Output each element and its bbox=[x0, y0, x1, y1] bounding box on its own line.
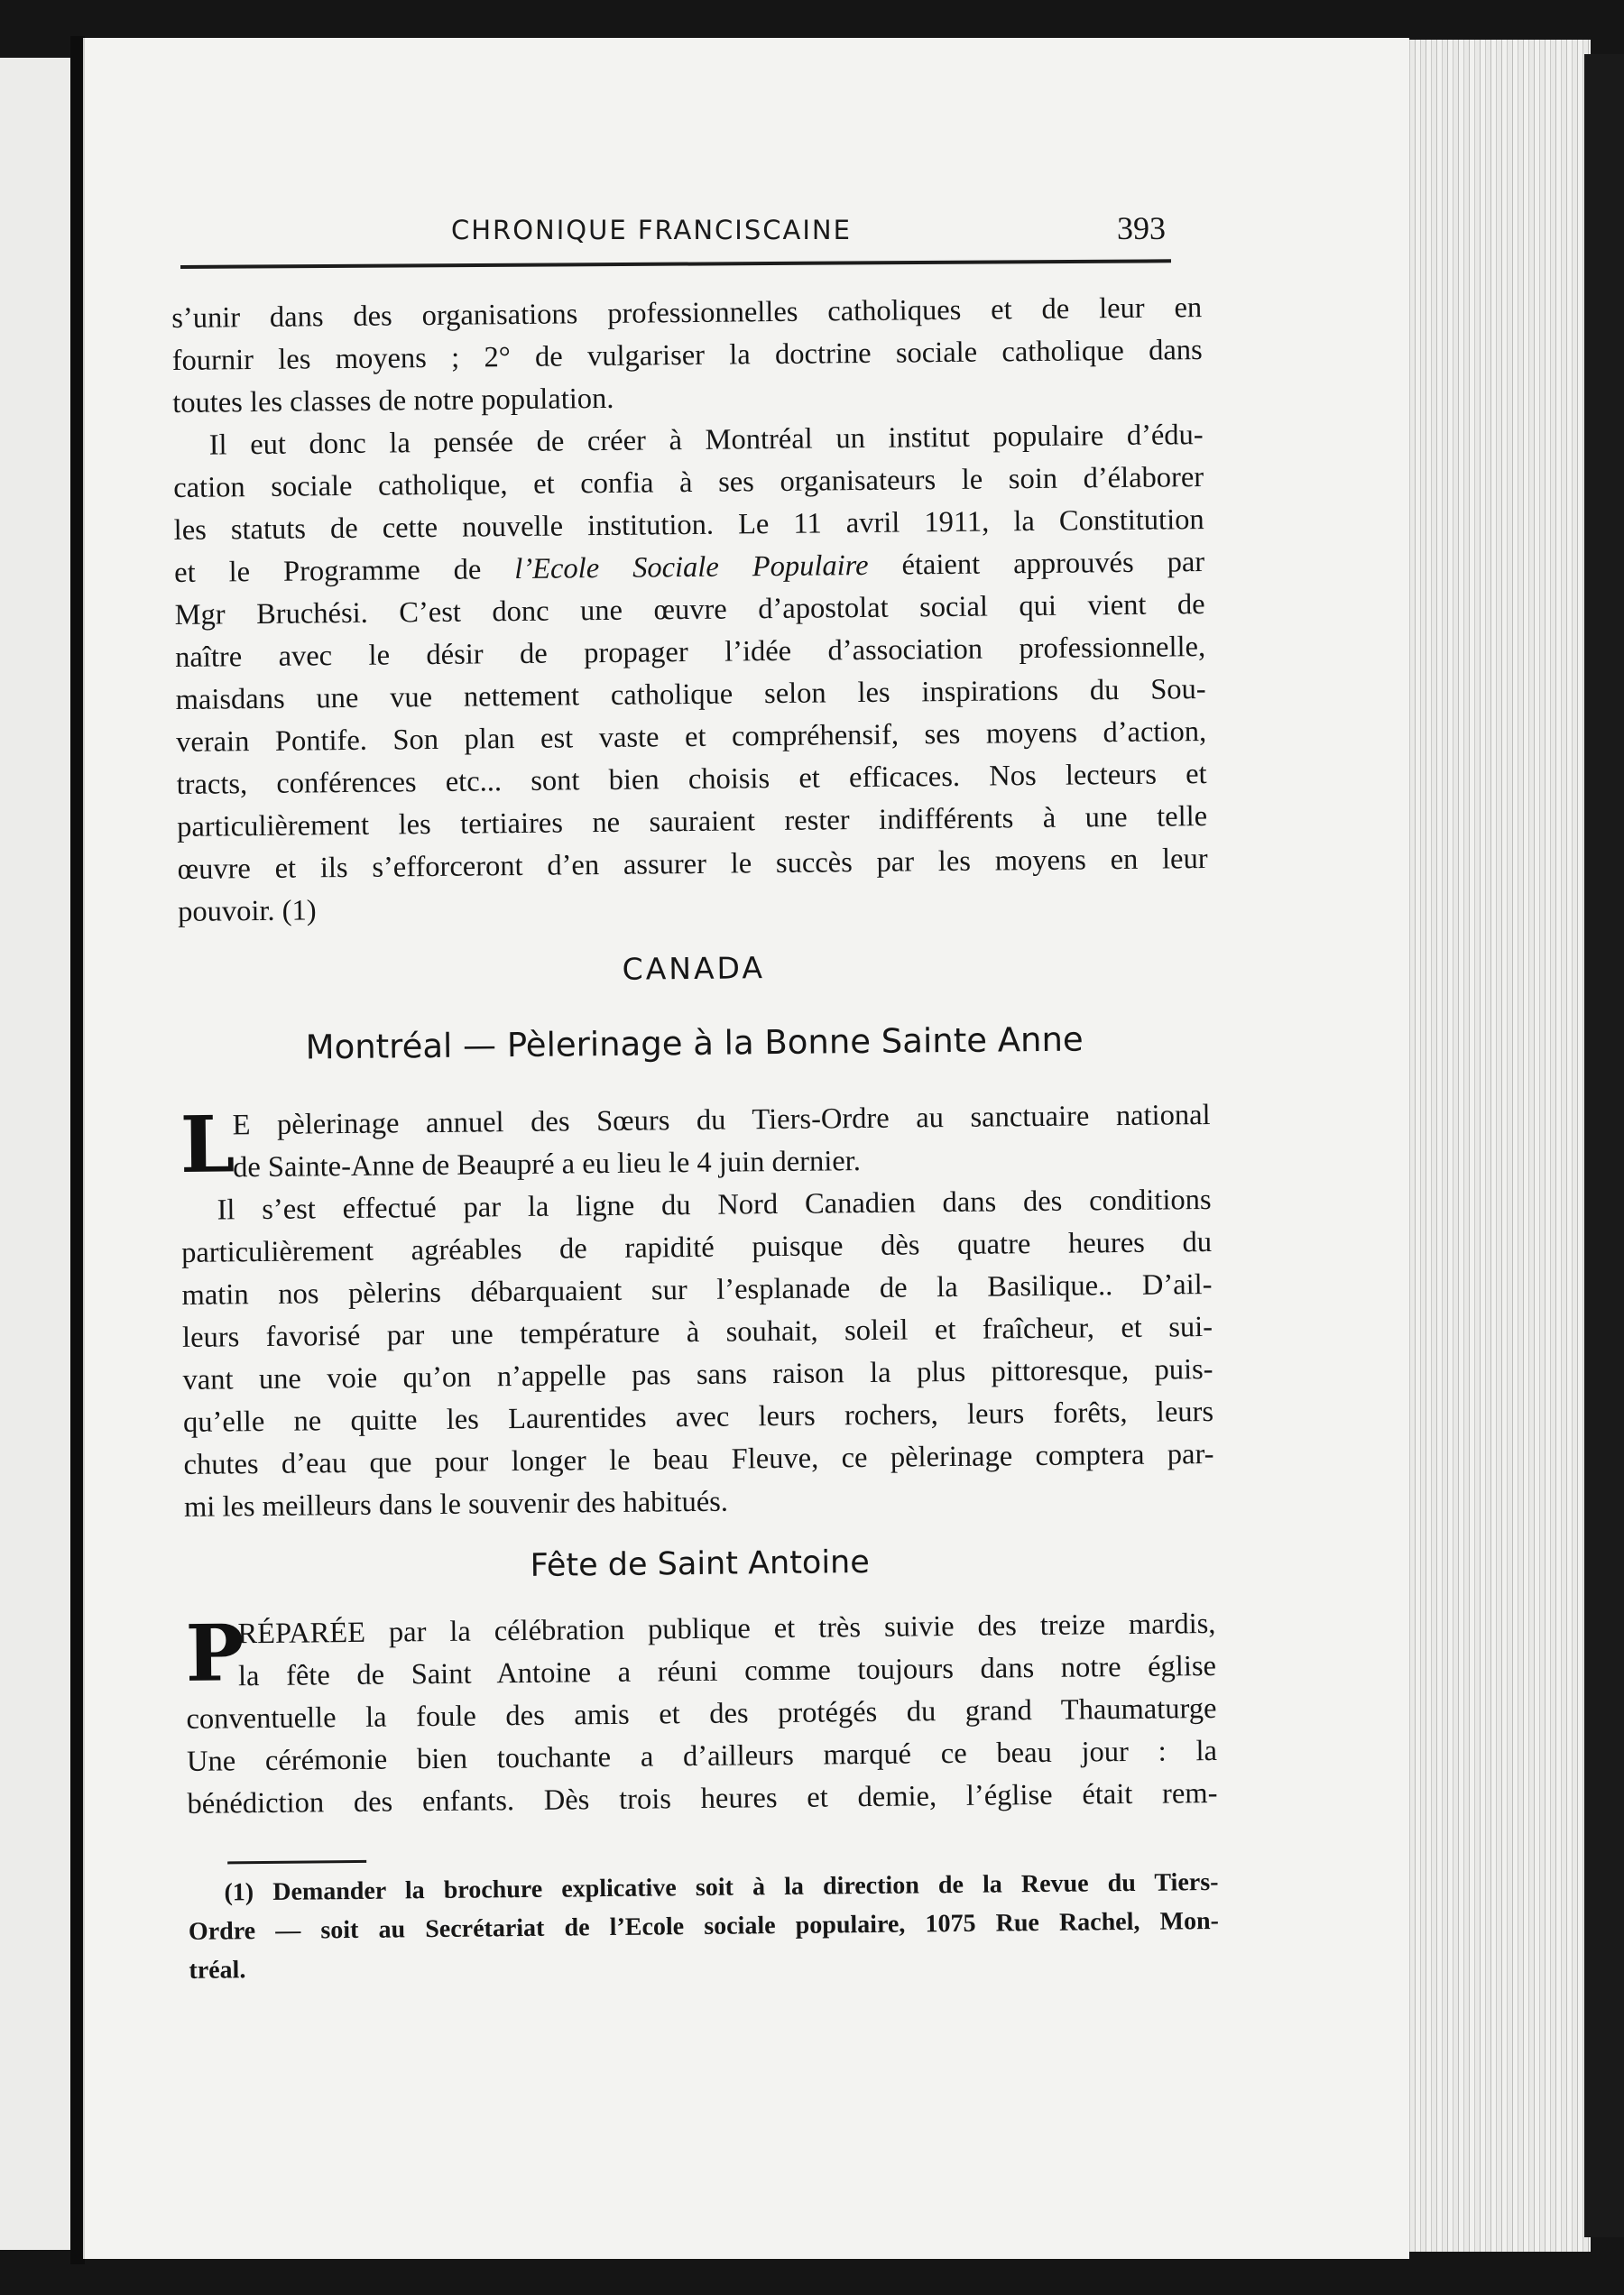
text-line: Une cérémonie bien touchante a d’ailleurs marqué ce beau jour : la bbox=[186, 1734, 1218, 1778]
text-line: vant une voie qu’on n’appelle pas sans raison la plus pittoresque, puis- bbox=[182, 1352, 1213, 1396]
text-line: fournir les moyens ; 2° de vulgariser la doctrine sociale catholique dans bbox=[171, 334, 1203, 377]
intro-paragraph bbox=[171, 287, 1203, 425]
page-body bbox=[171, 287, 1220, 1990]
subsection-heading-montreal: Montréal — Pèlerinage à la Bonne Sainte Anne bbox=[305, 1019, 1084, 1067]
text-line: toutes les classes de notre population. bbox=[172, 382, 614, 419]
subsection-heading-saint-antoine: Fête de Saint Antoine bbox=[530, 1544, 870, 1584]
facing-page-edge bbox=[0, 58, 72, 2250]
text-line: chutes d’eau que pour longer le beau Fleuve, ce pèlerinage comptera par- bbox=[183, 1437, 1214, 1481]
text-line: mi les meilleurs dans le souvenir des habitués. bbox=[183, 1485, 729, 1524]
text-line: Il s’est effectué par la ligne du Nord Canadien dans des conditions bbox=[217, 1183, 1212, 1227]
ecole-sociale-paragraph bbox=[172, 414, 1208, 934]
text-line: Il eut donc la pensée de créer à Montréal un institut populaire d’édu- bbox=[208, 419, 1204, 462]
drop-cap-letter: L bbox=[180, 1099, 235, 1191]
small-caps-word: RÉPARÉE bbox=[237, 1616, 366, 1651]
text-line: de Sainte-Anne de Beaupré a eu lieu le 4 juin dernier. bbox=[232, 1145, 862, 1184]
text-line: particulièrement les tertiaires ne sauraient rester indifférents à une telle bbox=[176, 800, 1208, 843]
text-line: cation sociale catholique, et confia à ses organisateurs le soin d’élaborer bbox=[173, 461, 1204, 504]
text-line: verain Pontife. Son plan est vaste et compréhensif, ses moyens d’action, bbox=[175, 715, 1207, 759]
text-fragment: étaient approuvés par bbox=[868, 546, 1205, 582]
drop-cap-letter: P bbox=[185, 1608, 245, 1700]
text-fragment: par la célébration publique et très suivie des treize mardis, bbox=[364, 1607, 1216, 1649]
text-line: tracts, conférences etc... sont bien choisis et efficaces. Nos lecteurs et bbox=[176, 758, 1207, 801]
footnote bbox=[188, 1863, 1219, 1990]
text-line: qu’elle ne quitte les Laurentides avec leurs rochers, leurs forêts, leurs bbox=[182, 1395, 1214, 1439]
small-caps-word: E bbox=[232, 1109, 251, 1142]
text-line: s’unir dans des organisations professionnelles catholiques et de leur en bbox=[171, 291, 1203, 335]
footnote-line: tréal. bbox=[189, 1956, 246, 1985]
italic-title: l’Ecole Sociale Populaire bbox=[514, 548, 869, 586]
footnote-line: (1) Demander la brochure explicative soit à la direction de la Revue du Tiers- bbox=[224, 1867, 1219, 1907]
text-line: naître avec le désir de propager l’idée d’association professionnelle, bbox=[174, 631, 1206, 674]
text-line: œuvre et ils s’efforceront d’en assurer le succès par les moyens en leur bbox=[177, 843, 1208, 886]
text-line: pouvoir. (1) bbox=[177, 894, 317, 928]
text-line: Mgr Bruchési. C’est donc une œuvre d’apostolat social qui vient de bbox=[174, 588, 1205, 631]
text-line: les statuts de cette nouvelle institution. Le 11 avril 1911, la Constitution bbox=[173, 503, 1204, 547]
pilgrimage-paragraph bbox=[180, 1094, 1214, 1529]
text-fragment: pèlerinage annuel des Sœurs du Tiers-Ordre au sanctuaire national bbox=[250, 1098, 1211, 1142]
page-stack-edges bbox=[1397, 40, 1591, 2252]
section-heading-canada: CANADA bbox=[622, 950, 766, 987]
text-line: matin nos pèlerins débarquaient sur l’esplanade de la Basilique.. D’ail- bbox=[181, 1267, 1213, 1312]
text-line: particulièrement agréables de rapidité puisque dès quatre heures du bbox=[180, 1225, 1213, 1269]
footnote-rule bbox=[227, 1860, 366, 1865]
text-fragment: et le Programme de bbox=[174, 553, 515, 589]
text-line: maisdans une vue nettement catholique selon les inspirations du Sou- bbox=[175, 673, 1206, 716]
page-stack-shadow bbox=[1584, 54, 1624, 2237]
saint-antoine-paragraph bbox=[185, 1603, 1217, 1826]
text-line: la fête de Saint Antoine a réuni comme toujours dans notre église bbox=[237, 1649, 1217, 1693]
running-title: CHRONIQUE FRANCISCAINE bbox=[451, 215, 852, 245]
page-number: 393 bbox=[1117, 210, 1166, 246]
text-line: conventuelle la foule des amis et des protégés du grand Thaumaturge bbox=[186, 1691, 1217, 1736]
text-line: bénédiction des enfants. Dès trois heures et demie, l’église était rem- bbox=[187, 1776, 1218, 1820]
text-line: leurs favorisé par une température à souhait, soleil et fraîcheur, et sui- bbox=[181, 1310, 1213, 1354]
footnote-line: Ordre — soit au Secrétariat de l’Ecole sociale populaire, 1075 Rue Rachel, Mon- bbox=[188, 1906, 1220, 1946]
